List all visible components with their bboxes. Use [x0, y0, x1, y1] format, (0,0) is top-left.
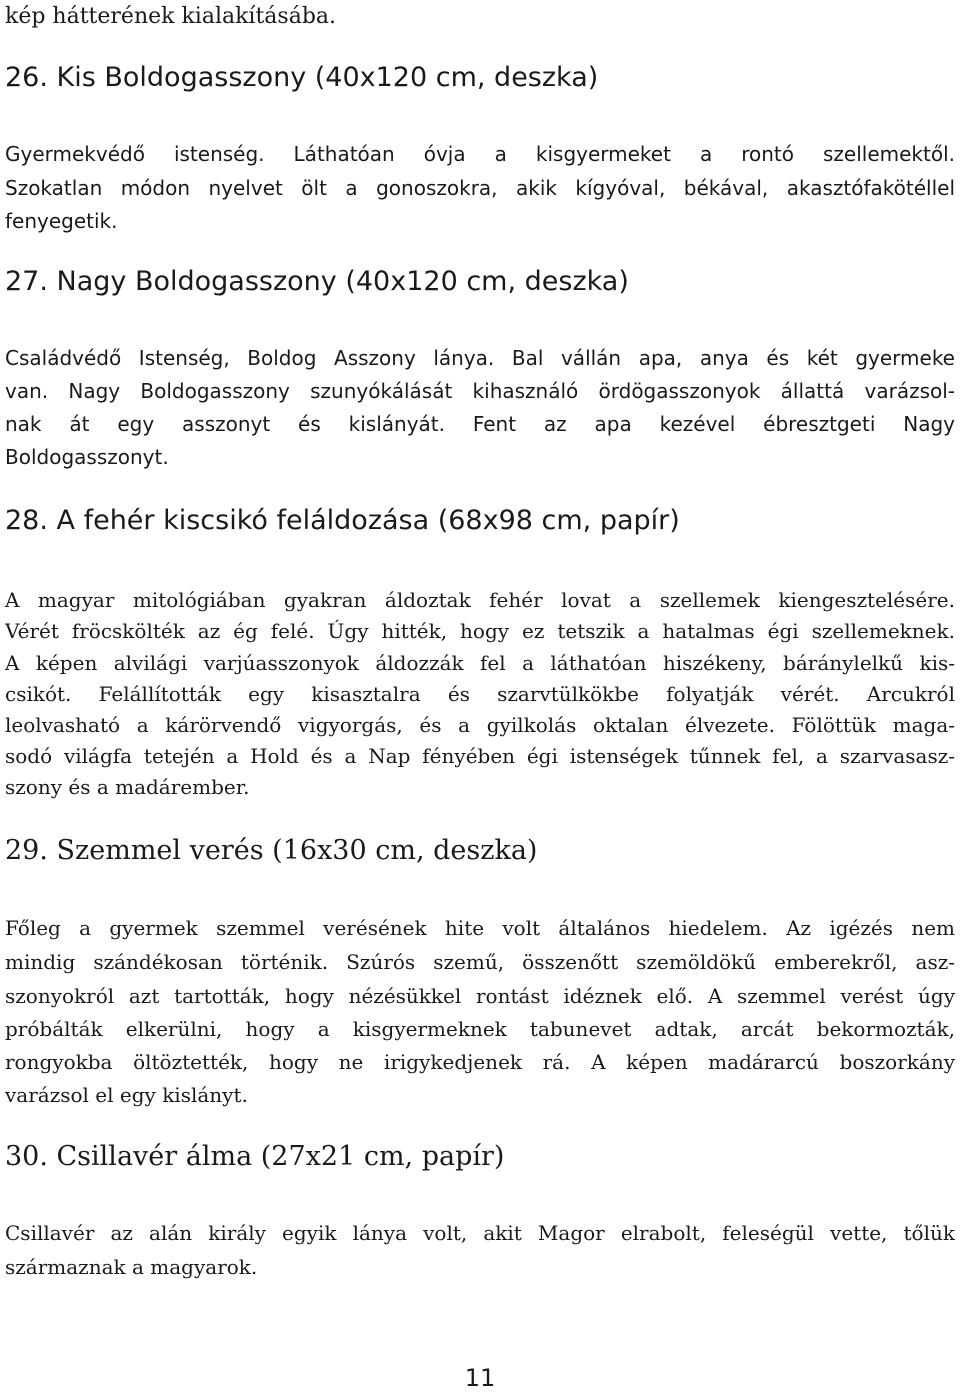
- section-29-line-5: rongyokba öltöztették, hogy ne irigykedjenek rá. A képen madárarcú boszorkány: [5, 1050, 955, 1074]
- section-28-line-2: Vérét fröcskölték az ég felé. Úgy hitték, hogy ez tetszik a hatalmas égi szellemeknek.: [5, 619, 955, 643]
- section-26-line-1: Gyermekvédő istenség. Láthatóan óvja a kisgyermeket a rontó szellemektől.: [5, 142, 955, 166]
- section-29-line-6: varázsol el egy kislányt.: [5, 1083, 248, 1107]
- section-28-line-7: szony és a madárember.: [5, 775, 250, 799]
- section-27-line-2: van. Nagy Boldogasszony szunyókálását kihasználó ördögasszonyok állattá varázsol-: [5, 379, 955, 403]
- section-27-line-4: Boldogasszonyt.: [5, 445, 169, 469]
- section-28-line-5: leolvasható a kárörvendő vigyorgás, és a gyilkolás oktalan élvezete. Fölöttük maga-: [5, 713, 955, 737]
- section-29-line-4: próbálták elkerülni, hogy a kisgyermeknek tabunevet adtak, arcát bekormozták,: [5, 1017, 955, 1041]
- page-number: 11: [464, 1364, 496, 1392]
- section-title-28: 28. A fehér kiscsikó feláldozása (68x98 cm, papír): [5, 505, 680, 536]
- section-title-26: 26. Kis Boldogasszony (40x120 cm, deszka): [5, 62, 599, 93]
- section-28-line-1: A magyar mitológiában gyakran áldoztak fehér lovat a szellemek kiengesztelésére.: [5, 588, 955, 612]
- section-title-29: 29. Szemmel verés (16x30 cm, deszka): [5, 835, 538, 866]
- section-29-line-2: mindig szándékosan történik. Szúrós szemű, összenőtt szemöldökű emberekről, asz-: [5, 950, 955, 974]
- section-title-30: 30. Csillavér álma (27x21 cm, papír): [5, 1141, 505, 1172]
- section-28-line-3: A képen alvilági varjúasszonyok áldozzák fel a láthatóan hiszékeny, báránylelkű kis-: [5, 651, 955, 675]
- section-title-27: 27. Nagy Boldogasszony (40x120 cm, deszka): [5, 266, 629, 297]
- section-27-line-1: Családvédő Istenség, Boldog Asszony lánya. Bal vállán apa, anya és két gyermeke: [5, 346, 955, 370]
- section-30-line-2: származnak a magyarok.: [5, 1255, 258, 1279]
- section-29-line-3: szonyokról azt tartották, hogy nézésükkel rontást idéznek elő. A szemmel verést úgy: [5, 984, 955, 1008]
- section-28-line-4: csikót. Felállították egy kisasztalra és szarvtülkökbe folyatják vérét. Arcukról: [5, 682, 955, 706]
- section-26-line-3: fenyegetik.: [5, 209, 118, 233]
- section-26-line-2: Szokatlan módon nyelvet ölt a gonoszokra, akik kígyóval, békával, akasztófakötéllel: [5, 176, 955, 200]
- section-27-line-3: nak át egy asszonyt és kislányát. Fent az apa kezével ébresztgeti Nagy: [5, 412, 955, 436]
- section-28-line-6: sodó világfa tetején a Hold és a Nap fényében égi istenségek tűnnek fel, a szarvasasz-: [5, 744, 955, 768]
- section-30-line-1: Csillavér az alán király egyik lánya volt, akit Magor elrabolt, feleségül vette, tőlük: [5, 1221, 955, 1245]
- section-29-line-1: Főleg a gyermek szemmel verésének hite volt általános hiedelem. Az igézés nem: [5, 916, 955, 940]
- intro-line: kép hátterének kialakításába.: [5, 4, 337, 29]
